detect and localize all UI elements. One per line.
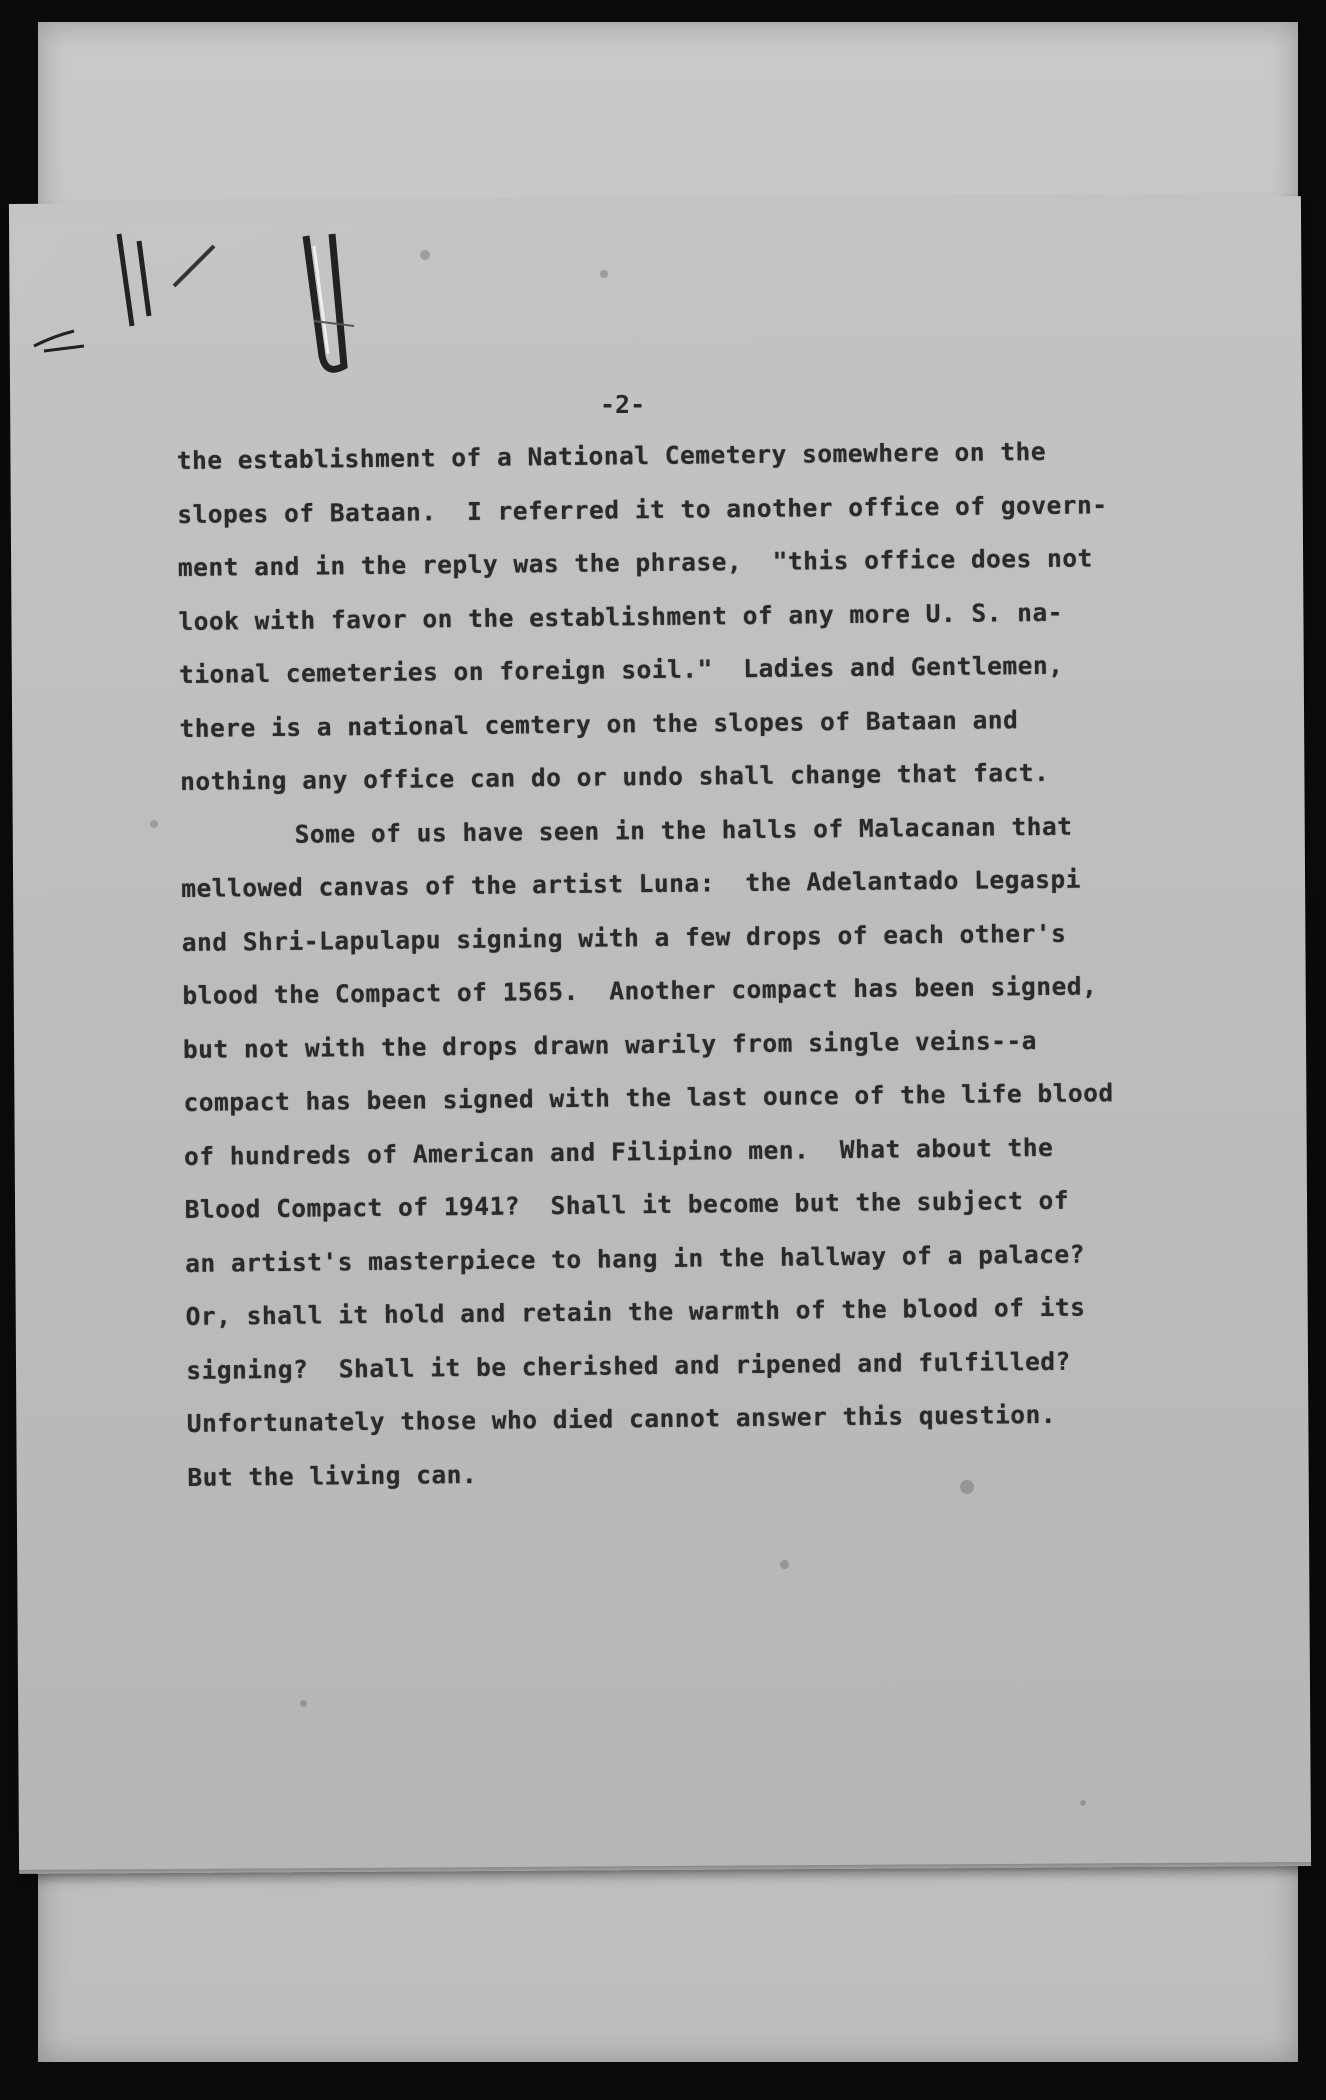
text-line: mellowed canvas of the artist Luna: the Adelantado Legaspi — [181, 864, 1082, 903]
text-line: look with favor on the establishment of any more U. S. na- — [178, 597, 1064, 636]
speckle — [300, 1700, 307, 1707]
typed-text-body — [176, 378, 1188, 1504]
text-line: of hundreds of American and Filipino men. What about the — [183, 1132, 1054, 1171]
text-line: there is a national cemtery on the slopes of Bataan and — [179, 704, 1019, 743]
paragraph-1 — [176, 424, 1180, 809]
text-line: Blood Compact of 1941? Shall it become but the subject of — [184, 1185, 1070, 1224]
text-line: Unfortunately those who died cannot answer this question. — [186, 1399, 1057, 1438]
text-line: ment and in the reply was the phrase, "this office does not — [177, 543, 1093, 582]
text-line: slopes of Bataan. I referred it to another office of govern- — [177, 489, 1108, 529]
text-line: Or, shall it hold and retain the warmth of the blood of its — [185, 1292, 1086, 1331]
speckle — [1080, 1800, 1086, 1806]
speckle — [600, 270, 608, 278]
text-line: compact has been signed with the last ounce of the life blood — [183, 1078, 1114, 1117]
text-line: the establishment of a National Cemetery somewhere on the — [176, 436, 1047, 475]
text-line: but not with the drops drawn warily from single veins--a — [182, 1025, 1038, 1064]
text-line: blood the Compact of 1565. Another compact has been signed, — [182, 971, 1098, 1010]
text-line: and Shri-Lapulapu signing with a few drops of each other's — [181, 918, 1067, 957]
speckle — [780, 1560, 789, 1569]
text-line: nothing any office can do or undo shall change that fact. — [179, 757, 1050, 796]
speckle — [420, 250, 430, 260]
text-line: But the living can. — [187, 1459, 478, 1492]
torn-corner-staple-icon — [14, 226, 354, 396]
text-line: an artist's masterpiece to hang in the hallway of a palace? — [185, 1239, 1086, 1278]
text-line: tional cemeteries on foreign soil." Ladies and Gentlemen, — [178, 650, 1064, 689]
text-line: Some of us have seen in the halls of Malacanan that — [294, 811, 1073, 849]
paragraph-2 — [180, 798, 1187, 1504]
text-line: signing? Shall it be cherished and ripened and fulfilled? — [186, 1346, 1071, 1385]
page-number: -2- — [600, 390, 646, 419]
speckle — [150, 820, 158, 828]
